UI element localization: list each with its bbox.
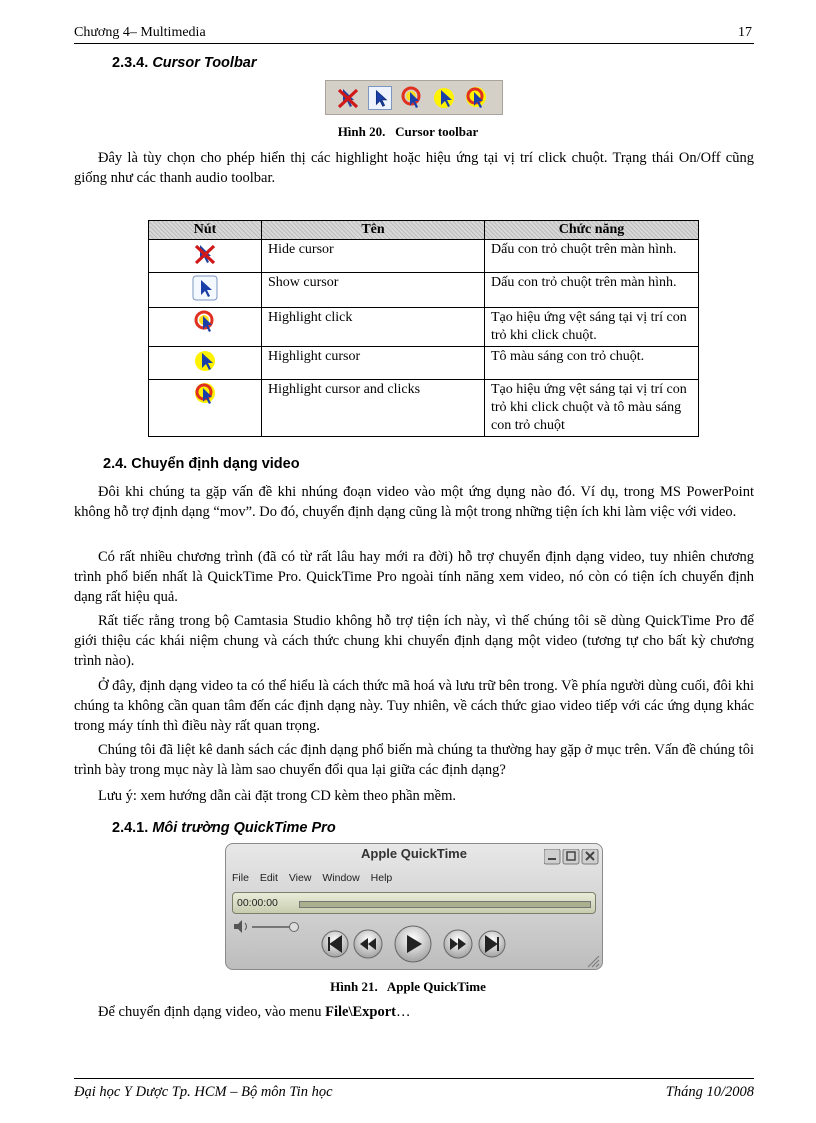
table-row xyxy=(149,273,699,308)
row-function: Dấu con trỏ chuột trên màn hình. xyxy=(485,240,699,273)
header-button: Nút xyxy=(149,221,262,240)
export-ellipsis: … xyxy=(396,1004,411,1020)
section-title: Môi trường QuickTime Pro xyxy=(152,820,336,836)
paragraph-5: Chúng tôi đã liệt kê danh sách các định dạng phổ biến mà chúng ta thường hay gặp ở mục trên. Vấn đề chúng tôi trình bày trong mục này là làm sao chuyển đổi qua lại giữa các định dạng? xyxy=(74,742,754,778)
row-function: Tô màu sáng con trỏ chuột. xyxy=(485,347,699,380)
hide-cursor-icon xyxy=(336,86,360,110)
section-heading-2-4 xyxy=(103,456,300,472)
row-icon-cell xyxy=(149,273,262,308)
table-header-row xyxy=(149,221,699,240)
row-name: Show cursor xyxy=(262,273,485,308)
menu-edit: Edit xyxy=(259,872,278,884)
section-number: 2.4. xyxy=(103,456,128,472)
row-name: Highlight click xyxy=(262,308,485,347)
page-footer xyxy=(74,1078,754,1100)
playback-controls-icon xyxy=(318,924,508,964)
row-icon-cell xyxy=(149,308,262,347)
header-name: Tên xyxy=(262,221,485,240)
export-menu-path: File\Export xyxy=(325,1004,396,1020)
menu-window: Window xyxy=(322,872,360,884)
resize-grip-icon xyxy=(586,954,600,968)
intro-paragraph: Đây là tùy chọn cho phép hiển thị các highlight hoặc hiệu ứng tại vị trí click chuột. Trạng thái On/Off cũng giống như các thanh audio toolbar. xyxy=(74,150,754,186)
row-name: Highlight cursor xyxy=(262,347,485,380)
section-title: Chuyển định dạng video xyxy=(131,456,300,472)
row-icon-cell xyxy=(149,380,262,437)
paragraph-1: Đôi khi chúng ta gặp vấn đề khi nhúng đoạn video vào một ứng dụng nào đó. Ví dụ, trong MS PowerPoint không hỗ trợ định dạng “mov”. Do đó, chuyển định dạng cũng là một trong những tiện ích khi làm việc với video. xyxy=(74,484,754,520)
section-number: 2.4.1. xyxy=(112,820,149,836)
paragraph-3: Rất tiếc rằng trong bộ Camtasia Studio không hỗ trợ tiện ích này, vì thế chúng tôi sẽ dùng QuickTime Pro để giới thiệu các khái niệm chung và cách thức chung khi chuyển định dạng một video (tương tự cho bất kỳ chương trình nào). xyxy=(74,613,754,669)
row-name: Highlight cursor and clicks xyxy=(262,380,485,437)
highlight-click-icon xyxy=(400,86,424,110)
menu-help: Help xyxy=(370,872,393,884)
quicktime-lcd xyxy=(232,892,596,914)
row-function: Tạo hiệu ứng vệt sáng tại vị trí con trỏ khi click chuột và tô màu sáng con trỏ chuột xyxy=(485,380,699,437)
section-number: 2.3.4. xyxy=(112,55,149,71)
figure-caption-text: Cursor toolbar xyxy=(395,124,479,139)
menu-view: View xyxy=(288,872,312,884)
export-text: Để chuyển định dạng video, vào menu xyxy=(98,1004,326,1020)
hide-cursor-icon xyxy=(193,242,217,266)
quicktime-menu-bar xyxy=(232,872,400,884)
timeline-track xyxy=(299,901,591,908)
window-buttons-icon xyxy=(544,849,600,865)
row-name: Hide cursor xyxy=(262,240,485,273)
row-function: Dấu con trỏ chuột trên màn hình. xyxy=(485,273,699,308)
highlight-click-icon xyxy=(193,310,217,334)
section-heading-2-4-1 xyxy=(112,820,336,836)
paragraph-4: Ở đây, định dạng video ta có thể hiểu là cách thức mã hoá và lưu trữ bên trong. Về phía người dùng cuối, đôi khi chúng ta không cần quan tâm đến các định dạng này. Tuy nhiên, về cách thức giao video tiếp với các ứng dụng khác trong máy tính thì điều này rất quan trọng. xyxy=(74,678,754,734)
highlight-cursor-and-clicks-icon xyxy=(464,86,488,110)
quicktime-title: Apple QuickTime xyxy=(361,846,467,861)
time-display: 00:00:00 xyxy=(237,897,278,909)
table-row xyxy=(149,380,699,437)
chapter-title: Chương 4– Multimedia xyxy=(74,25,206,40)
volume-slider-icon xyxy=(232,919,304,935)
footer-institution: Đại học Y Dược Tp. HCM – Bộ môn Tin học xyxy=(74,1084,333,1100)
cursor-toolbar-image xyxy=(325,80,503,115)
table-row xyxy=(149,308,699,347)
show-cursor-icon xyxy=(368,86,392,110)
paragraph-6: Lưu ý: xem hướng dẫn cài đặt trong CD kèm theo phần mềm. xyxy=(98,788,457,804)
quicktime-window-image xyxy=(225,843,603,970)
paragraph-2: Có rất nhiều chương trình (đã có từ rất lâu hay mới ra đời) hỗ trợ chuyển định dạng video, tuy nhiên chương trình phổ biến nhất là QuickTime Pro. QuickTime Pro ngoài tính năng xem video, nó còn có tiện ích chuyển định dạng rất hiệu quả. xyxy=(74,549,754,605)
cursor-toolbar-table xyxy=(148,220,699,437)
header-function: Chức năng xyxy=(485,221,699,240)
table-row xyxy=(149,347,699,380)
highlight-cursor-and-clicks-icon xyxy=(193,382,217,406)
highlight-cursor-icon xyxy=(193,349,217,373)
figure-caption-text: Apple QuickTime xyxy=(386,979,486,994)
page-number: 17 xyxy=(738,25,752,40)
figure-20-caption xyxy=(0,124,816,140)
table-row xyxy=(149,240,699,273)
row-icon-cell xyxy=(149,240,262,273)
footer-date: Tháng 10/2008 xyxy=(665,1084,754,1100)
show-cursor-icon xyxy=(192,275,218,301)
section-heading-2-3-4 xyxy=(112,55,257,71)
row-function: Tạo hiệu ứng vệt sáng tại vị trí con trỏ khi click chuột. xyxy=(485,308,699,347)
figure-21-caption xyxy=(0,979,816,995)
menu-file: File xyxy=(232,872,249,884)
export-instruction xyxy=(98,1004,411,1021)
page-header xyxy=(74,25,754,44)
figure-label: Hình 21. xyxy=(330,979,378,994)
highlight-cursor-icon xyxy=(432,86,456,110)
row-icon-cell xyxy=(149,347,262,380)
section-title: Cursor Toolbar xyxy=(152,55,257,71)
figure-label: Hình 20. xyxy=(337,124,386,139)
